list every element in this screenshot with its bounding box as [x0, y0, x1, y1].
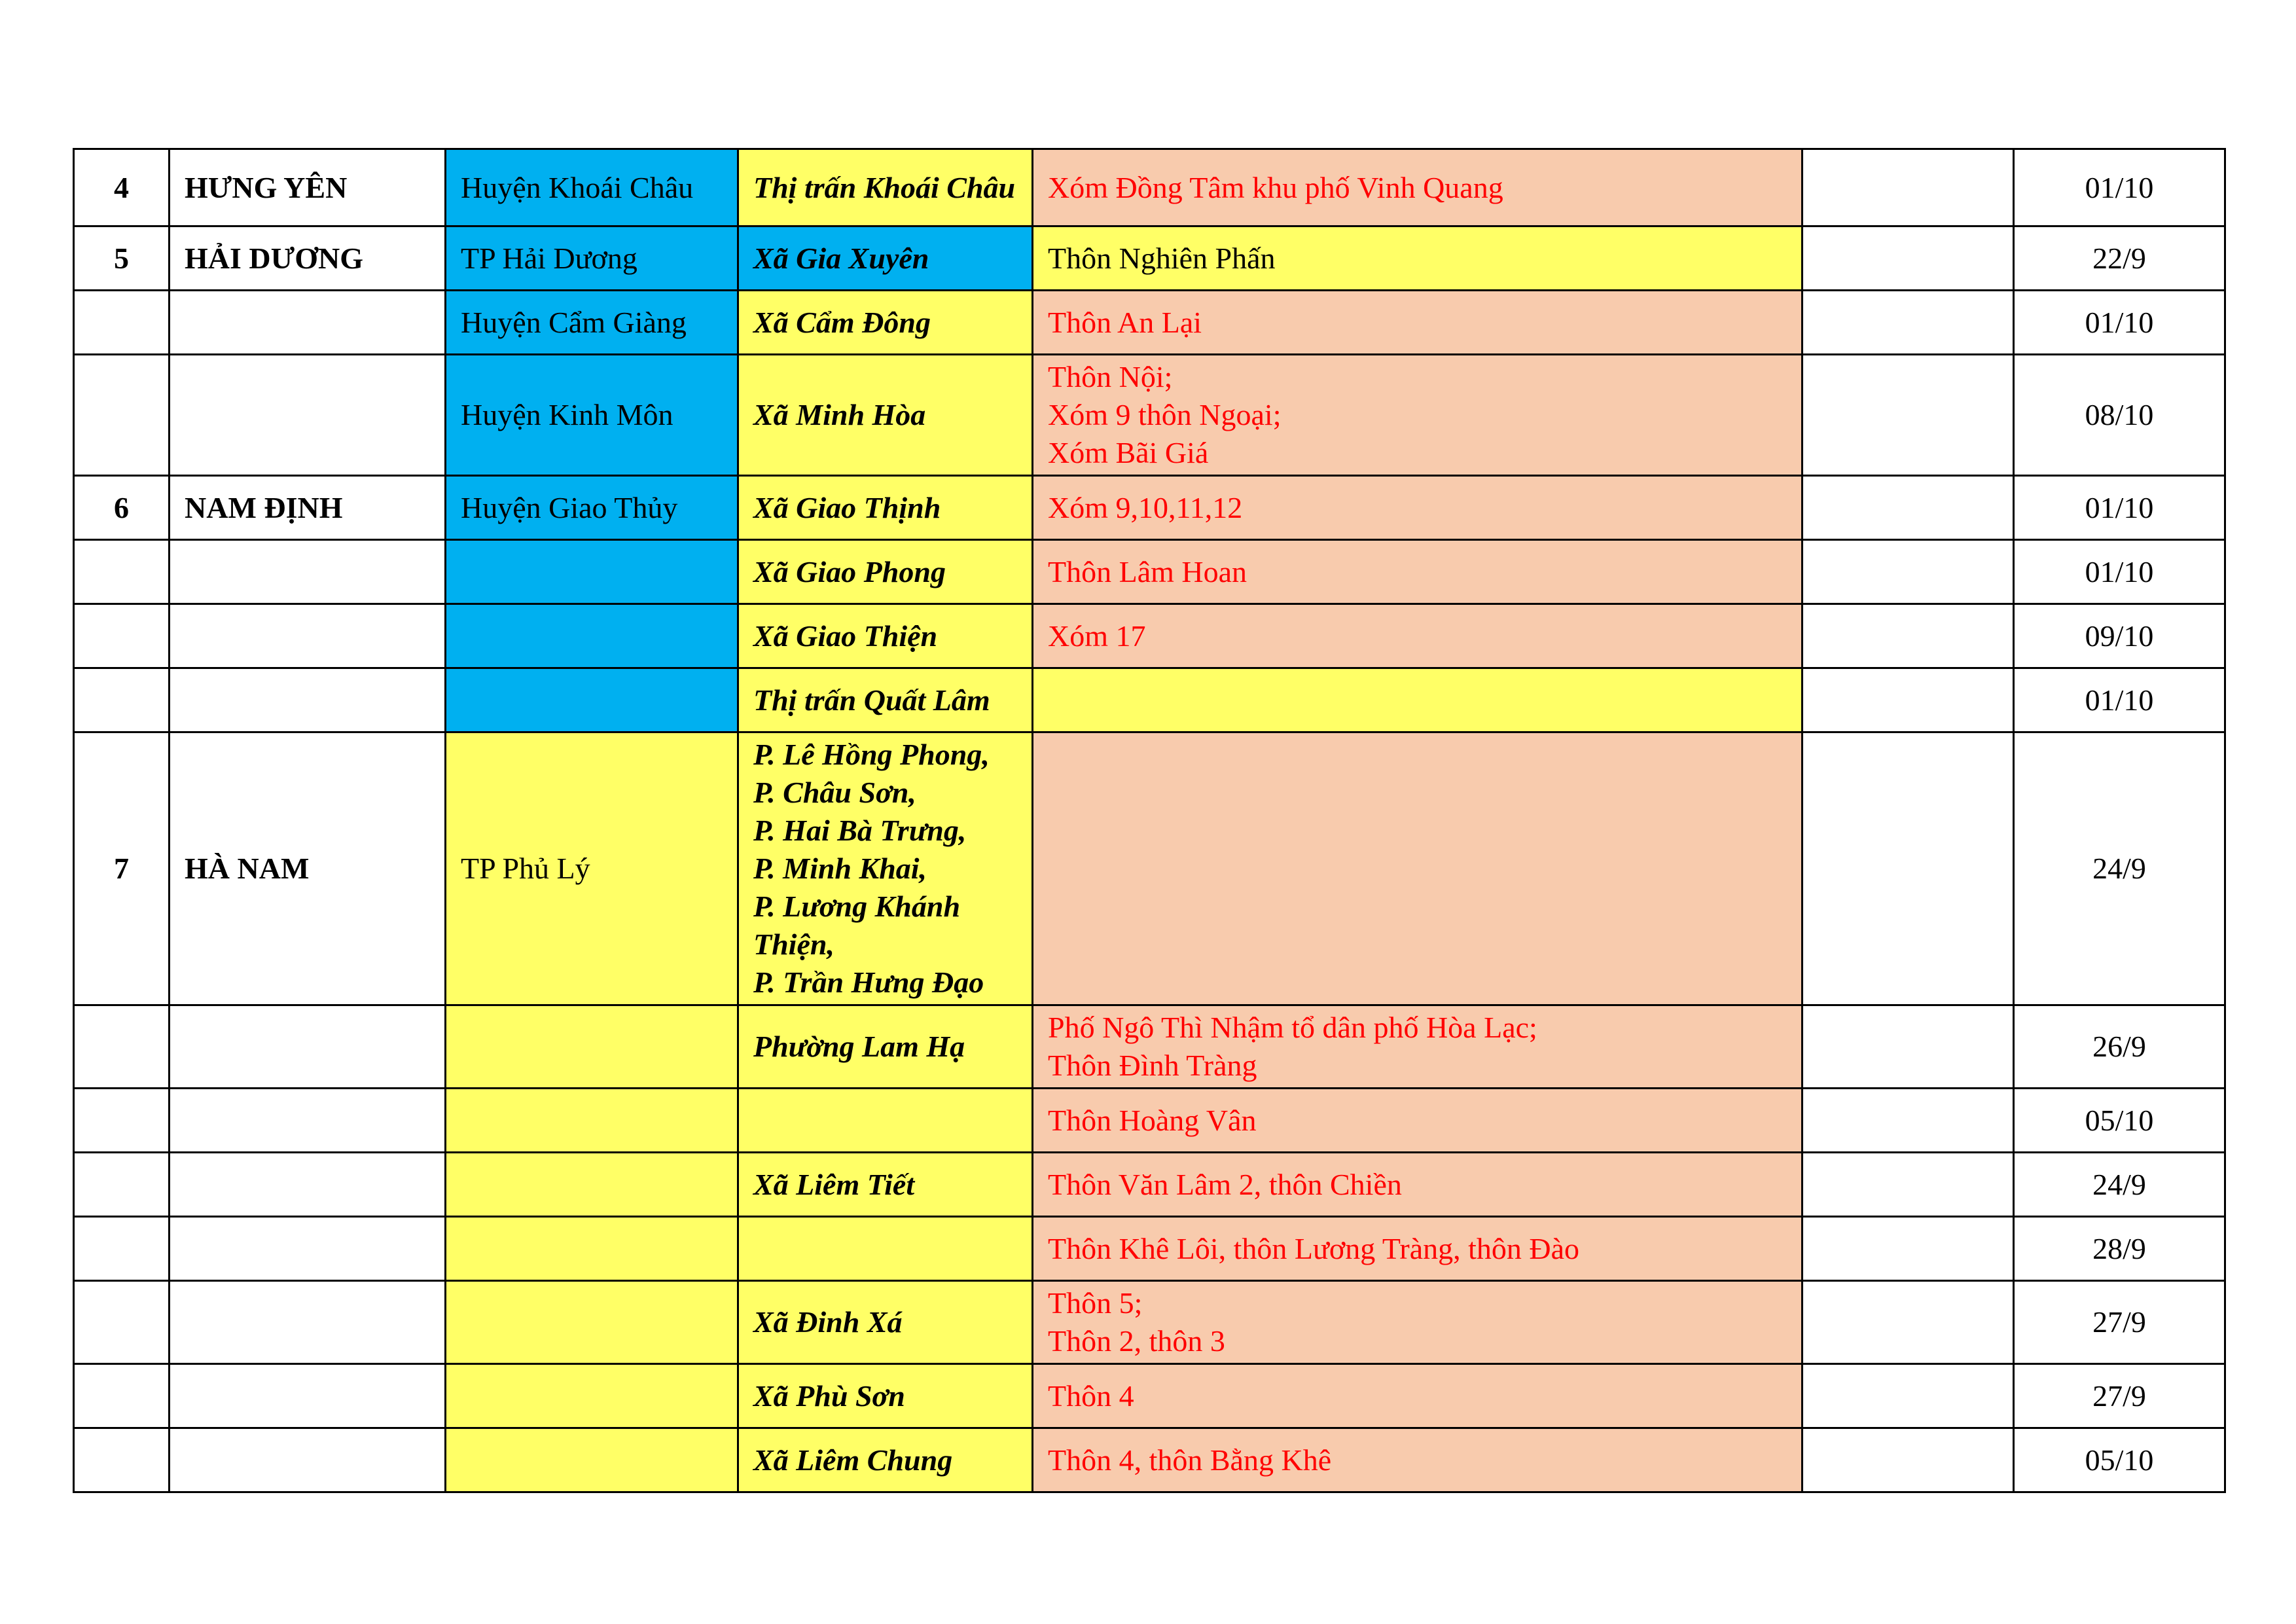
date-cell: 05/10: [2014, 1089, 2225, 1153]
area-line: Thôn Hoàng Vân: [1048, 1103, 1257, 1137]
table-row: [74, 604, 2225, 668]
note-cell: [1803, 1428, 2014, 1492]
ward-line: Thị trấn Khoái Châu: [753, 170, 1016, 204]
date-cell: 24/9: [2014, 732, 2225, 1005]
ward-line: P. Hai Bà Trưng,: [753, 814, 967, 847]
row-number-cell: 6: [74, 476, 170, 540]
ward-line: Phường Lam Hạ: [753, 1030, 965, 1063]
ward-line: Xã Cẩm Đông: [753, 305, 931, 339]
ward-line: Xã Minh Hòa: [753, 398, 926, 431]
note-cell: [1803, 1005, 2014, 1089]
table-row: [74, 732, 2225, 1005]
area-cell: [1033, 226, 1803, 291]
area-line: Phố Ngô Thì Nhậm tổ dân phố Hòa Lạc;: [1048, 1011, 1537, 1044]
ward-cell: [738, 1153, 1033, 1217]
province-cell: NAM ĐỊNH: [170, 476, 446, 540]
row-number-cell: [74, 1217, 170, 1281]
date-cell: 01/10: [2014, 476, 2225, 540]
ward-line: Xã Giao Thiện: [753, 619, 938, 653]
outbreak-table: [73, 148, 2226, 1493]
row-number-cell: [74, 604, 170, 668]
note-cell: [1803, 476, 2014, 540]
ward-line: Xã Giao Phong: [753, 554, 946, 588]
area-cell: [1033, 1089, 1803, 1153]
table-row: [74, 1428, 2225, 1492]
area-line: Xóm 17: [1048, 619, 1146, 653]
ward-cell: [738, 1281, 1033, 1364]
area-line: Thôn An Lại: [1048, 305, 1202, 339]
area-cell: [1033, 1281, 1803, 1364]
note-cell: [1803, 540, 2014, 604]
note-cell: [1803, 1217, 2014, 1281]
date-cell: 01/10: [2014, 149, 2225, 226]
province-cell: [170, 1364, 446, 1428]
area-line: Thôn Văn Lâm 2, thôn Chiền: [1048, 1167, 1402, 1201]
date-cell: 26/9: [2014, 1005, 2225, 1089]
area-cell: [1033, 604, 1803, 668]
row-number-cell: 5: [74, 226, 170, 291]
district-cell: [446, 540, 738, 604]
ward-cell: [738, 476, 1033, 540]
table-row: [74, 1364, 2225, 1428]
ward-line: P. Minh Khai,: [753, 852, 927, 885]
area-cell: [1033, 476, 1803, 540]
ward-line: Xã Liêm Tiết: [753, 1167, 915, 1201]
ward-cell: [738, 732, 1033, 1005]
row-number-cell: [74, 1428, 170, 1492]
row-number-cell: [74, 355, 170, 476]
table-body: [74, 149, 2225, 1492]
area-cell: [1033, 1005, 1803, 1089]
area-line: Thôn 5;: [1048, 1286, 1143, 1320]
note-cell: [1803, 1364, 2014, 1428]
area-cell: [1033, 355, 1803, 476]
area-line: Xóm 9,10,11,12: [1048, 490, 1243, 524]
area-line: Thôn Khê Lôi, thôn Lương Tràng, thôn Đào: [1048, 1231, 1580, 1265]
province-cell: [170, 355, 446, 476]
row-number-cell: [74, 1089, 170, 1153]
district-cell: [446, 668, 738, 732]
date-cell: 01/10: [2014, 291, 2225, 355]
ward-line: P. Trần Hưng Đạo: [753, 965, 984, 999]
area-line: Thôn Nghiên Phấn: [1048, 241, 1276, 275]
ward-cell: [738, 604, 1033, 668]
district-cell: Huyện Kinh Môn: [446, 355, 738, 476]
table-row: [74, 476, 2225, 540]
area-line: Thôn 4, thôn Bằng Khê: [1048, 1443, 1332, 1477]
province-cell: [170, 1089, 446, 1153]
date-cell: 27/9: [2014, 1281, 2225, 1364]
ward-cell: [738, 1217, 1033, 1281]
note-cell: [1803, 732, 2014, 1005]
district-cell: [446, 1005, 738, 1089]
note-cell: [1803, 604, 2014, 668]
date-cell: 22/9: [2014, 226, 2225, 291]
row-number-cell: [74, 1153, 170, 1217]
ward-line: Xã Giao Thịnh: [753, 490, 941, 524]
area-line: Thôn 4: [1048, 1379, 1134, 1413]
district-cell: [446, 1089, 738, 1153]
area-cell: [1033, 149, 1803, 226]
date-cell: 01/10: [2014, 540, 2225, 604]
province-cell: HẢI DƯƠNG: [170, 226, 446, 291]
district-cell: Huyện Khoái Châu: [446, 149, 738, 226]
district-cell: TP Phủ Lý: [446, 732, 738, 1005]
ward-cell: [738, 1428, 1033, 1492]
row-number-cell: [74, 1364, 170, 1428]
table-row: [74, 1089, 2225, 1153]
ward-line: Thị trấn Quất Lâm: [753, 683, 990, 717]
ward-cell: [738, 226, 1033, 291]
area-cell: [1033, 1153, 1803, 1217]
table-row: [74, 291, 2225, 355]
ward-cell: [738, 668, 1033, 732]
table-row: [74, 149, 2225, 226]
date-cell: 08/10: [2014, 355, 2225, 476]
district-cell: [446, 1364, 738, 1428]
row-number-cell: 4: [74, 149, 170, 226]
area-cell: [1033, 668, 1803, 732]
note-cell: [1803, 1281, 2014, 1364]
note-cell: [1803, 1089, 2014, 1153]
ward-line: P. Châu Sơn,: [753, 776, 916, 809]
area-line: Xóm Đồng Tâm khu phố Vinh Quang: [1048, 170, 1503, 204]
date-cell: 09/10: [2014, 604, 2225, 668]
date-cell: 28/9: [2014, 1217, 2225, 1281]
date-cell: 01/10: [2014, 668, 2225, 732]
row-number-cell: [74, 1281, 170, 1364]
district-cell: [446, 1153, 738, 1217]
row-number-cell: [74, 291, 170, 355]
area-line: Xóm 9 thôn Ngoại;: [1048, 398, 1282, 431]
ward-cell: [738, 1364, 1033, 1428]
note-cell: [1803, 355, 2014, 476]
province-cell: [170, 668, 446, 732]
note-cell: [1803, 149, 2014, 226]
ward-cell: [738, 1005, 1033, 1089]
district-cell: TP Hải Dương: [446, 226, 738, 291]
province-cell: [170, 291, 446, 355]
province-cell: [170, 1428, 446, 1492]
district-cell: [446, 1217, 738, 1281]
province-cell: [170, 1217, 446, 1281]
ward-line: P. Lê Hồng Phong,: [753, 738, 990, 771]
row-number-cell: [74, 668, 170, 732]
province-cell: [170, 540, 446, 604]
area-cell: [1033, 1428, 1803, 1492]
table-row: [74, 355, 2225, 476]
district-cell: [446, 1281, 738, 1364]
note-cell: [1803, 668, 2014, 732]
ward-cell: [738, 291, 1033, 355]
table-row: [74, 540, 2225, 604]
table-row: [74, 226, 2225, 291]
area-cell: [1033, 291, 1803, 355]
district-cell: [446, 604, 738, 668]
area-line: Thôn 2, thôn 3: [1048, 1324, 1225, 1358]
date-cell: 05/10: [2014, 1428, 2225, 1492]
province-cell: [170, 1153, 446, 1217]
note-cell: [1803, 1153, 2014, 1217]
ward-cell: [738, 1089, 1033, 1153]
province-cell: [170, 604, 446, 668]
district-cell: Huyện Giao Thủy: [446, 476, 738, 540]
area-cell: [1033, 732, 1803, 1005]
table-row: [74, 668, 2225, 732]
table-row: [74, 1281, 2225, 1364]
area-cell: [1033, 1217, 1803, 1281]
ward-line: Xã Gia Xuyên: [753, 241, 929, 275]
province-cell: [170, 1005, 446, 1089]
district-cell: [446, 1428, 738, 1492]
table-row: [74, 1153, 2225, 1217]
table-row: [74, 1005, 2225, 1089]
ward-line: Xã Liêm Chung: [753, 1443, 953, 1477]
area-line: Thôn Lâm Hoan: [1048, 554, 1247, 588]
table-row: [74, 1217, 2225, 1281]
ward-line: Xã Phù Sơn: [753, 1379, 905, 1413]
ward-cell: [738, 355, 1033, 476]
province-cell: HÀ NAM: [170, 732, 446, 1005]
area-line: Thôn Đình Tràng: [1048, 1049, 1257, 1082]
area-cell: [1033, 540, 1803, 604]
note-cell: [1803, 226, 2014, 291]
district-cell: Huyện Cẩm Giàng: [446, 291, 738, 355]
province-cell: [170, 1281, 446, 1364]
area-cell: [1033, 1364, 1803, 1428]
ward-cell: [738, 149, 1033, 226]
ward-line: P. Lương Khánh Thiện,: [753, 890, 961, 961]
date-cell: 27/9: [2014, 1364, 2225, 1428]
province-cell: HƯNG YÊN: [170, 149, 446, 226]
area-line: Xóm Bãi Giá: [1048, 436, 1209, 469]
ward-line: Xã Đinh Xá: [753, 1305, 903, 1339]
note-cell: [1803, 291, 2014, 355]
ward-cell: [738, 540, 1033, 604]
date-cell: 24/9: [2014, 1153, 2225, 1217]
row-number-cell: [74, 540, 170, 604]
area-line: Thôn Nội;: [1048, 360, 1173, 393]
row-number-cell: 7: [74, 732, 170, 1005]
row-number-cell: [74, 1005, 170, 1089]
